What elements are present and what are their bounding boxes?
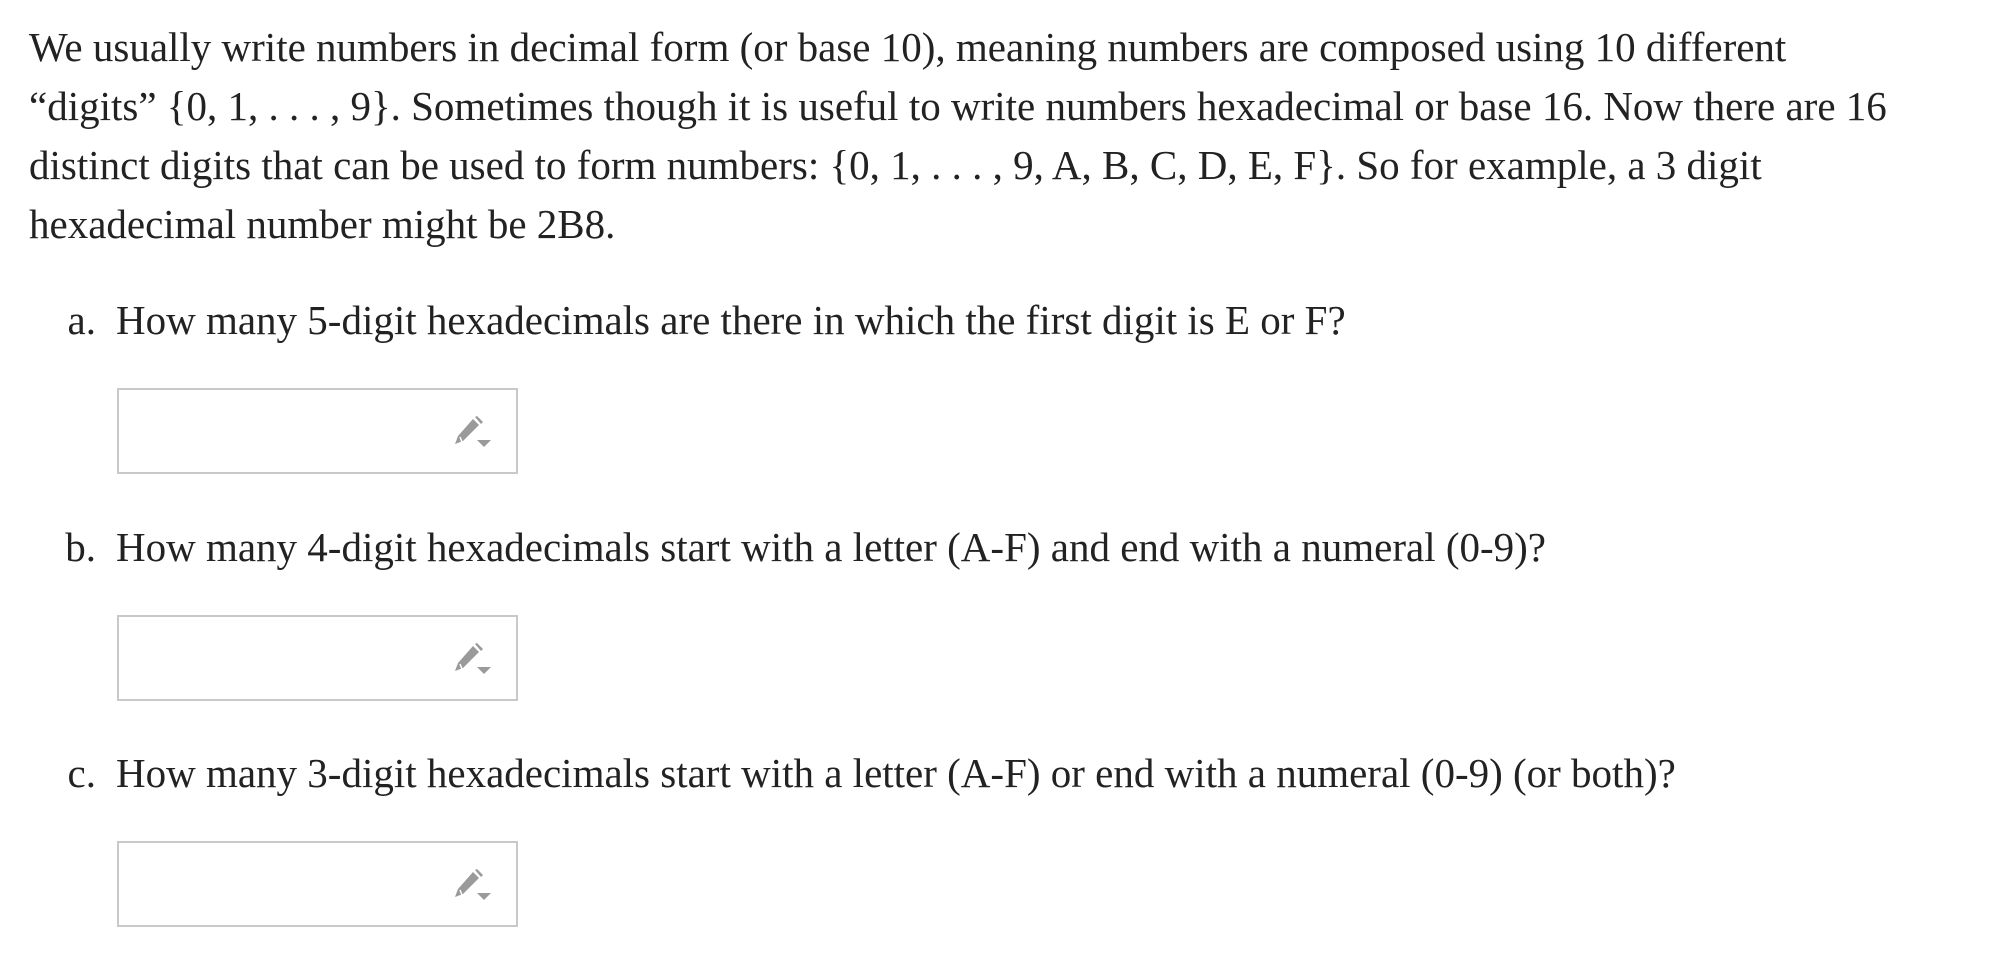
intro-line-4: hexadecimal number might be 2B8. [29, 201, 616, 247]
answer-box-b[interactable] [117, 615, 518, 701]
question-b [0, 517, 2012, 577]
answer-box-a[interactable] [117, 388, 518, 474]
question-c [0, 743, 2012, 803]
pencil-dropdown-icon[interactable] [451, 869, 495, 905]
intro-line-3: distinct digits that can be used to form numbers: {0, 1, . . . , 9, A, B, C, D, E, F}. So for example, a 3 digit [29, 142, 1762, 188]
question-a-text: How many 5-digit hexadecimals are there in which the first digit is E or F? [116, 297, 1346, 343]
question-c-text: How many 3-digit hexadecimals start with a letter (A-F) or end with a numeral (0-9) (or both)? [116, 750, 1676, 796]
intro-line-1: We usually write numbers in decimal form (or base 10), meaning numbers are composed using 10 different [29, 24, 1787, 70]
answer-box-c[interactable] [117, 841, 518, 927]
problem-intro [29, 18, 1979, 254]
answer-input-a[interactable] [129, 400, 433, 464]
pencil-dropdown-icon[interactable] [451, 643, 495, 679]
question-a-letter: a. [67, 297, 96, 343]
question-c-letter: c. [67, 750, 96, 796]
pencil-dropdown-icon[interactable] [451, 416, 495, 452]
question-b-letter: b. [65, 524, 96, 570]
question-a [0, 290, 2012, 350]
answer-input-b[interactable] [129, 627, 433, 691]
answer-input-c[interactable] [129, 853, 433, 917]
intro-line-2: “digits” {0, 1, . . . , 9}. Sometimes though it is useful to write numbers hexadecimal or base 16. Now there are 16 [29, 83, 1887, 129]
question-b-text: How many 4-digit hexadecimals start with a letter (A-F) and end with a numeral (0-9)? [116, 524, 1546, 570]
